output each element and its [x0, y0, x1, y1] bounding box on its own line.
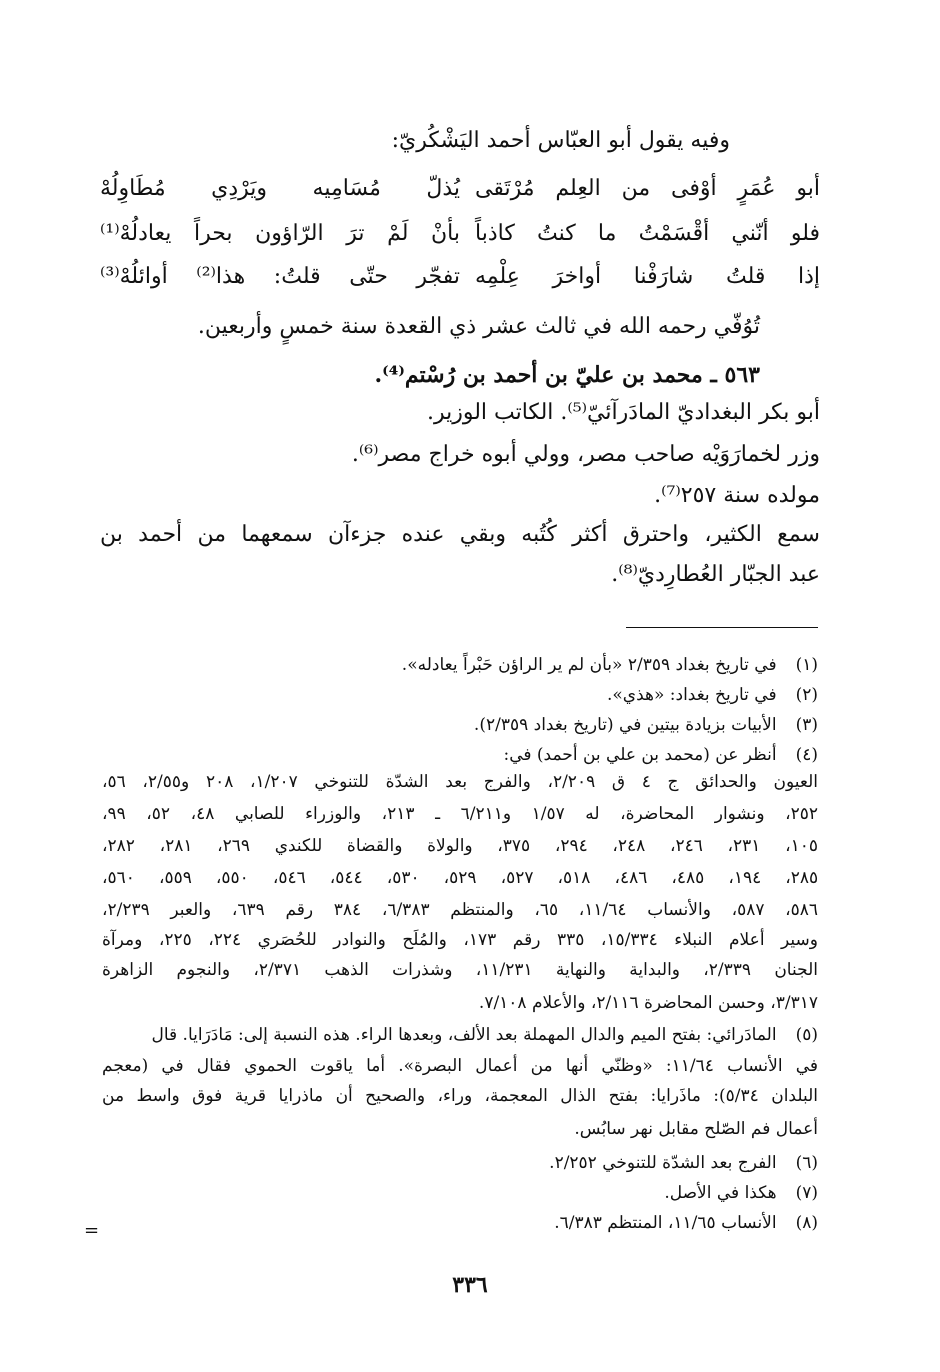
footnote-2 — [118, 680, 818, 710]
footnote-5-line-2: البلدان ٥/٣٤): ماذَرايا: بفتح الذال المعجمة، وراء، والصحيح أن ماذرايا قرية فوق واسط من — [102, 1086, 818, 1106]
footnote-4-line-4: ٢٨٥، ١٩٤، ٤٨٥، ٤٨٦، ٥١٨، ٥٢٧، ٥٢٩، ٥٣٠، ٥٤٤، ٥٤٦، ٥٥٠، ٥٥٩، ٥٦٠، — [102, 868, 819, 888]
footnote-2-text: في تاريخ بغداد: «هذي». — [606, 685, 777, 705]
footnote-8 — [118, 1208, 818, 1238]
footnote-3 — [118, 710, 818, 740]
entry-line-4: سمع الكثير، واحترق أكثر كُتُبه وبقي عنده جزءآن سمعهما من أحمد بن — [100, 522, 820, 547]
verse-2-second-hemistich: بأنْ لَمْ ترَ الرّاؤون بحراً يعادلُهْ⁽¹⁾ — [100, 221, 460, 246]
footnote-separator — [626, 627, 818, 628]
footnote-4-line-2: ٢٥٢، ونشوار المحاضرة، له ١/٥٧ و٦/٢١١ ـ ٢١٣، والوزراء للصابي ٤٨، ٥٢، ٩٩، — [102, 804, 818, 824]
verse-3-first-hemistich: إذا قلتُ شارَفْنا أواخرَ عِلْمِه — [475, 264, 820, 289]
page-number: ٣٣٦ — [452, 1272, 488, 1298]
footnote-4-number: (٤) — [795, 745, 818, 765]
entry-title: ٥٦٣ ـ محمد بن عليّ بن أحمد بن رُسْتم⁽⁴⁾. — [374, 362, 760, 388]
verse-2-first-hemistich: فلو أنّني أقْسَمْتُ ما كنتُ كاذباً — [475, 221, 820, 246]
entry-line-5: عبد الجبّار العُطارِديّ⁽⁸⁾. — [611, 562, 820, 587]
death-line: تُوُفّي رحمه الله في ثالث عشر ذي القعدة سنة خمسٍ وأربعين. — [197, 314, 760, 339]
footnote-5-number: (٥) — [795, 1025, 818, 1045]
footnote-5-text: المادَرائي: بفتح الميم والدال المهملة بعد الألف، وبعدها الراء. هذه النسبة إلى: مَادَرَايا. قال — [151, 1025, 777, 1045]
footnote-7-text: هكذا في الأصل. — [664, 1183, 777, 1203]
footnote-4 — [118, 740, 818, 770]
intro-line: وفيه يقول أبو العبّاس أحمد اليَشْكُريّ: — [391, 128, 730, 153]
footnote-5 — [102, 1020, 818, 1050]
footnote-6 — [118, 1148, 818, 1178]
footnote-7-number: (٧) — [795, 1183, 818, 1203]
entry-line-2: وزر لخمارَوَيْه صاحب مصر، وولي أبوه خراج مصر⁽⁶⁾. — [351, 442, 820, 467]
entry-line-1: أبو بكر البغداديّ المادَرآئيّ⁽⁵⁾. الكاتب الوزير. — [426, 400, 820, 425]
margin-continuation-mark: = — [84, 1220, 100, 1241]
verse-3-second-hemistich: تفجّر حتّى قلتُ: هذا⁽²⁾ أوائلُهْ⁽³⁾ — [100, 264, 460, 289]
footnote-8-text: الأنساب ١١/٦٥، المنتظم ٦/٣٨٣. — [554, 1213, 777, 1233]
footnote-1-number: (١) — [795, 655, 818, 675]
footnote-8-number: (٨) — [795, 1213, 818, 1233]
entry-line-3: مولده سنة ٢٥٧⁽⁷⁾. — [654, 483, 820, 508]
footnote-1-text: في تاريخ بغداد ٢/٣٥٩ «بأن لم ير الراؤن حَبْراً يعادله». — [401, 655, 777, 675]
footnote-4-line-1: العيون والحدائق ج ٤ ق ٢/٢٠٩، والفرج بعد الشدّة للتنوخي ١/٢٠٧، ٢٠٨ و٢/٥٥، ٥٦، — [102, 772, 819, 792]
footnote-7 — [118, 1178, 818, 1208]
footnote-5-line-1: في الأنساب ١١/٦٤: «وظنّي أنها من أعمال البصرة». أما ياقوت الحموي فقال في (معجم — [102, 1056, 819, 1076]
footnote-3-number: (٣) — [795, 715, 818, 735]
footnote-4-line-5: ٥٨٦، ٥٨٧، والأنساب ١١/٦٤، ٦٥، والمنتظم ٦/٣٨٣، ٣٨٤ رقم ٦٣٩، والعبر ٢/٢٣٩، — [102, 900, 819, 920]
footnote-4-line-8: ٣/٣١٧، وحسن المحاضرة ٢/١١٦، والأعلام ٧/١٠٨. — [478, 993, 818, 1013]
verse-1-first-hemistich: أبو عُمَرٍ أوْفى من العِلم مُرْتَقى — [475, 176, 820, 201]
footnote-4-line-6: وسير أعلام النبلاء ١٥/٣٣٤، ٣٣٥ رقم ١٧٣، والمُلَح والنوادر للحُصَري ٢٢٤، ٢٢٥، ومرآة — [102, 930, 819, 950]
footnote-6-number: (٦) — [795, 1153, 818, 1173]
footnote-4-line-3: ١٠٥، ٢٣١، ٢٤٦، ٢٤٨، ٢٩٤، ٣٧٥، والولاة والقضاة للكندي ٢٦٩، ٢٨١، ٢٨٢، — [102, 836, 819, 856]
verse-1-second-hemistich: يُذلّ مُسَامِيه ويَرْدِي مُطَاوِلُهْ — [100, 176, 460, 201]
footnote-4-line-7: الجنان ٢/٣٣٩، والبداية والنهاية ١١/٢٣١، وشذرات الذهب ٢/٣٧١، والنجوم الزاهرة — [102, 960, 818, 980]
footnote-3-text: الأبيات بزيادة بيتين في (تاريخ بغداد ٢/٣٥٩). — [473, 715, 777, 735]
footnote-6-text: الفرج بعد الشدّة للتنوخي ٢/٢٥٢. — [549, 1153, 777, 1173]
footnote-4-text: أنظر عن (محمد بن علي بن أحمد) في: — [503, 745, 777, 765]
footnote-1 — [118, 650, 818, 680]
footnote-5-line-3: أعمال فم الصّلح مقابل نهر سابُس. — [574, 1119, 818, 1139]
footnote-2-number: (٢) — [795, 685, 818, 705]
